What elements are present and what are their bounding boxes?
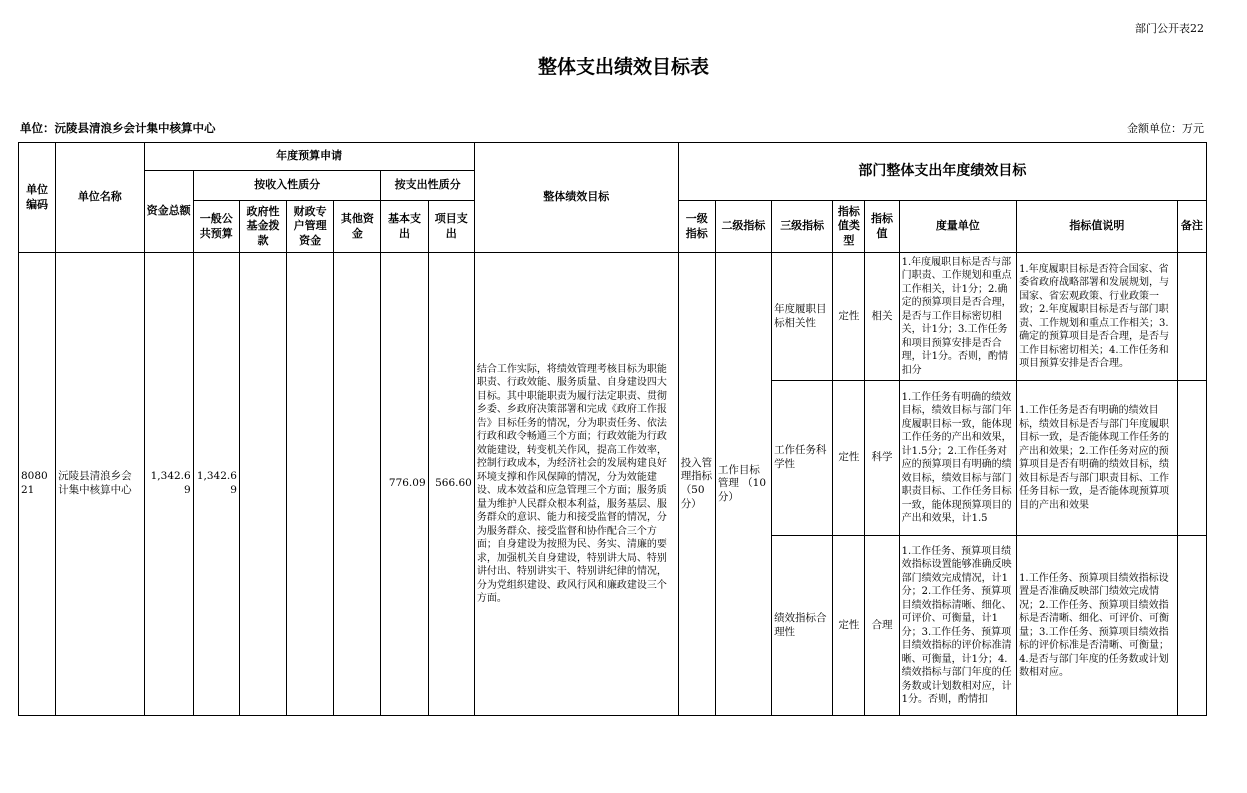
col-unit-code: 单位编码 [19,143,56,253]
unit-label: 单位：沅陵县清浪乡会计集中核算中心 [20,121,216,135]
col-value-desc: 指标值说明 [1017,201,1178,253]
value-cell: 合理 [865,536,899,716]
col-measure-unit: 度量单位 [899,201,1016,253]
value-cell: 相关 [865,253,899,381]
col-dept-goals: 部门整体支出年度绩效目标 [678,143,1206,201]
col-project-expense: 项目支出 [428,201,474,253]
measure-unit-cell: 1.年度履职目标是否与部门职责、工作规划和重点工作相关，计1分；2.确定的预算项目是否合理，是否与工作目标密切相关，计1分；3.工作任务和项目预算安排是否合理，计1分。否则，酌情扣分 [899,253,1016,381]
remark-cell [1177,381,1206,536]
col-total-funds: 资金总额 [144,171,193,253]
col-value: 指标值 [865,201,899,253]
total-funds-cell: 1,342.69 [144,253,193,716]
col-overall-goal: 整体绩效目标 [474,143,678,253]
unit-name-cell: 沅陵县清浪乡会计集中核算中心 [56,253,144,716]
col-value-type: 指标值类型 [833,201,865,253]
level3-cell: 年度履职目标相关性 [772,253,833,381]
level3-cell: 绩效指标合理性 [772,536,833,716]
col-other-fund: 其他资金 [334,201,381,253]
value-desc-cell: 1.工作任务是否有明确的绩效目标，绩效目标是否与部门年度履职目标一致，是否能体现工作任务的产出和效果；2.工作任务对应的预算项目是否有明确的绩效目标，绩效目标是否与部门职责目标、工作任务目标一致，是否能体现预算项目的产出和效果 [1017,381,1178,536]
level2-cell: 工作目标管理 （10分） [715,253,771,716]
value-desc-cell: 1.年度履职目标是否符合国家、省委省政府战略部署和发展规划，与国家、省宏观政策、行业政策一致；2.年度履职目标是否与部门职责、工作规划和重点工作相关；3.确定的预算项目是否合理，是否与工作目标密切相关；4.工作任务和项目预算安排是否合理。 [1017,253,1178,381]
col-level1: 一级指标 [678,201,715,253]
col-by-income: 按收入性质分 [193,171,381,201]
col-budget-request: 年度预算申请 [144,143,474,171]
remark-cell [1177,536,1206,716]
remark-cell [1177,253,1206,381]
level3-cell: 工作任务科学性 [772,381,833,536]
project-expense-cell: 566.60 [428,253,474,716]
page-title: 整体支出绩效目标表 [537,56,709,78]
unit-code-cell: 808021 [19,253,56,716]
col-basic-expense: 基本支出 [381,201,428,253]
col-gov-fund: 政府性基金拨款 [239,201,286,253]
other-fund-cell [334,253,381,716]
special-fund-cell [287,253,334,716]
basic-expense-cell: 776.09 [381,253,428,716]
value-type-cell: 定性 [833,536,865,716]
performance-goal-table [18,142,1207,716]
measure-unit-cell: 1.工作任务有明确的绩效目标，绩效目标与部门年度履职目标一致，能体现工作任务的产出和效果，计1.5分；2.工作任务对应的预算项目有明确的绩效目标，绩效目标与部门职责目标、工作任务目标一致，能体现预算项目的产出和效果，计1.5 [899,381,1016,536]
table-row [19,253,1207,381]
col-general-budget: 一般公共预算 [193,201,239,253]
col-unit-name: 单位名称 [56,143,144,253]
gov-fund-cell [239,253,286,716]
value-type-cell: 定性 [833,253,865,381]
col-remark: 备注 [1177,201,1206,253]
amount-unit-label: 金额单位：万元 [1127,122,1204,135]
form-number: 部门公开表22 [1135,22,1204,35]
overall-goal-cell: 结合工作实际，将绩效管理考核目标为职能职责、行政效能、服务质量、自身建设四大目标。其中职能职责为履行法定职责、贯彻乡委、乡政府决策部署和完成《政府工作报告》目标任务的情况，分为职责任务、依法行政和政令畅通三个方面；行政效能为行政效能建设，转变机关作风，提高工作效率，控制行政成本，为经济社会的发展构建良好环境支撑和作风保障的情况，分为效能建设、成本效益和应急管理三个方面；服务质量为维护人民群众根本利益，服务基层、服务群众的意识、能力和接受监督的情况，分为服务群众、接受监督和协作配合三个方面；自身建设为按照为民、务实、清廉的要求，加强机关自身建设，特别讲大局、特别讲付出、特别讲实干、特别讲纪律的情况，分为党组织建设、政风行风和廉政建设三个方面。 [474,253,678,716]
col-by-expense: 按支出性质分 [381,171,474,201]
col-level3: 三级指标 [772,201,833,253]
col-level2: 二级指标 [715,201,771,253]
general-budget-cell: 1,342.69 [193,253,239,716]
value-cell: 科学 [865,381,899,536]
value-desc-cell: 1.工作任务、预算项目绩效指标设置是否准确反映部门绩效完成情况；2.工作任务、预算项目绩效指标是否清晰、细化、可评价、可衡量；3.工作任务、预算项目绩效指标的评价标准是否清晰、可衡量；4.是否与部门年度的任务数或计划数相对应。 [1017,536,1178,716]
col-special-fund: 财政专户管理资金 [287,201,334,253]
value-type-cell: 定性 [833,381,865,536]
measure-unit-cell: 1.工作任务、预算项目绩效指标设置能够准确反映部门绩效完成情况，计1分；2.工作任务、预算项目绩效指标清晰、细化、可评价、可衡量，计1分；3.工作任务、预算项目绩效指标的评价标准清晰、可衡量，计1分；4.绩效指标与部门年度的任务数或计划数相对应，计1分。否则，酌情扣 [899,536,1016,716]
level1-cell: 投入管理指标（50分） [678,253,715,716]
